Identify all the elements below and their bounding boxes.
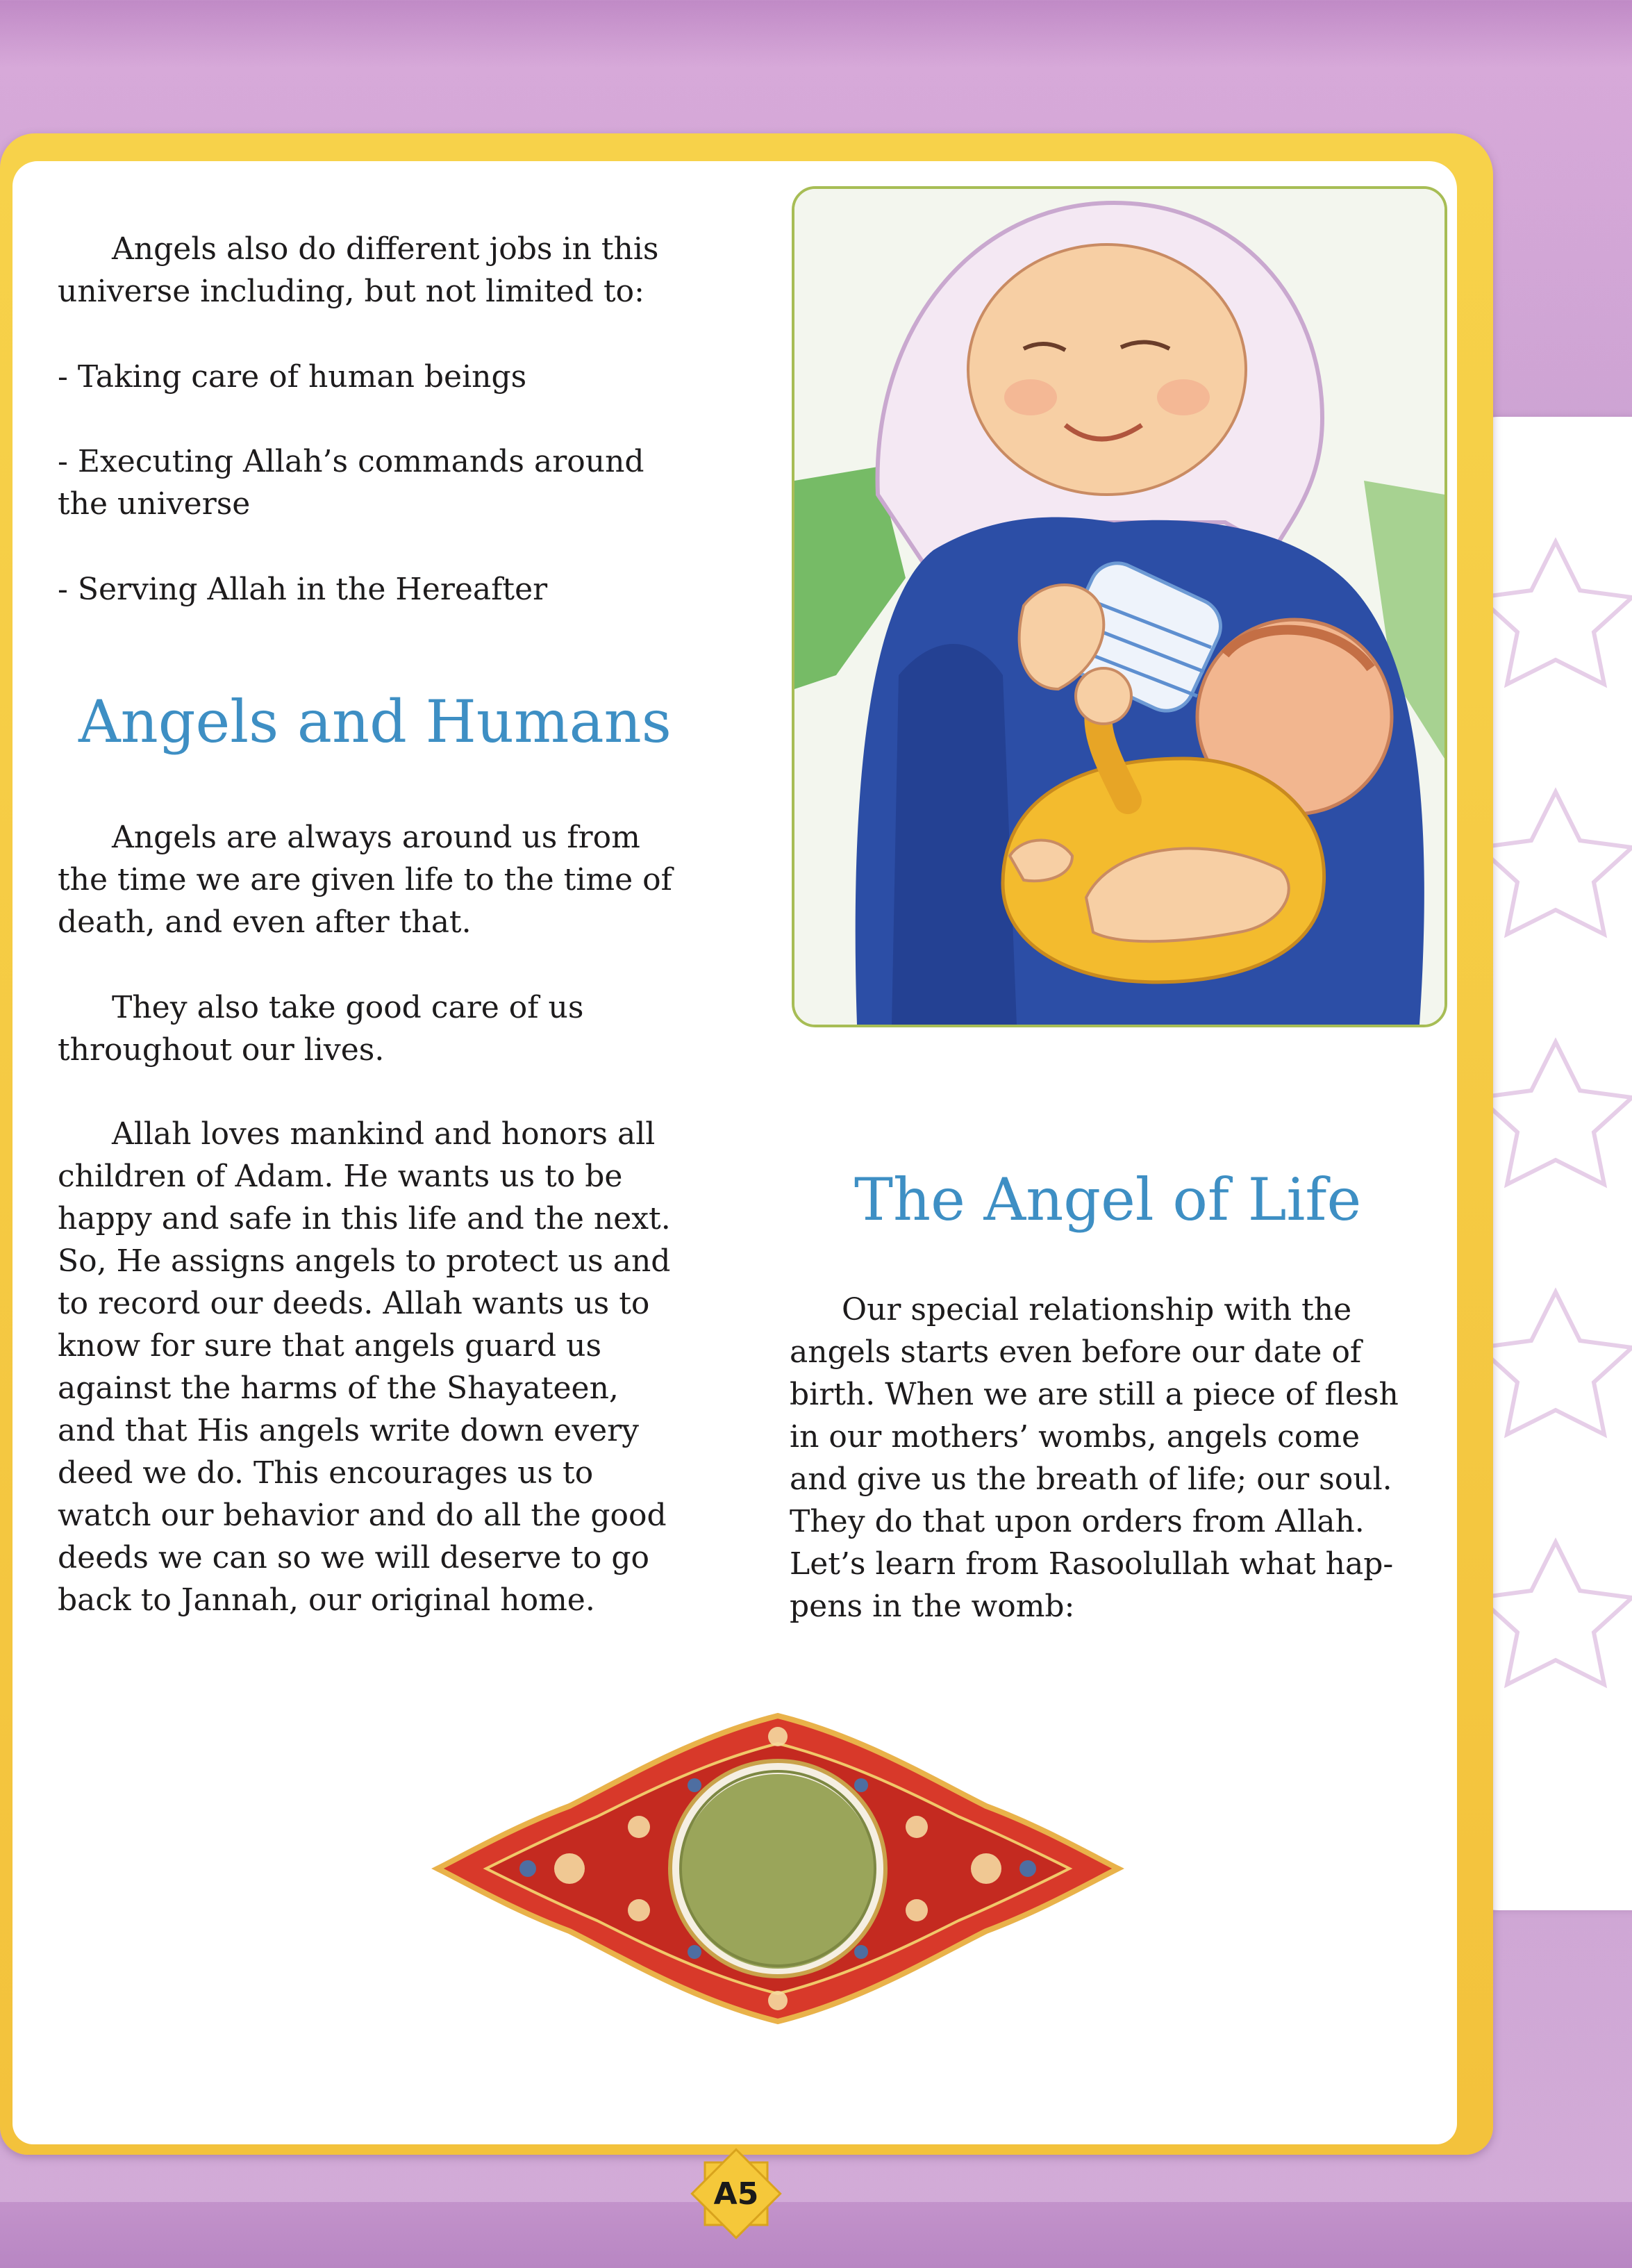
heading-angel-of-life: The Angel of Life — [854, 1166, 1362, 1234]
heading-angels-and-humans: Angels and Humans — [78, 688, 672, 756]
job-item-executing-commands: - Executing Allah’s commands around the universe — [58, 444, 644, 522]
page-number: A5 — [713, 2176, 759, 2212]
paragraph-good-care: They also take good care of us throughout our lives. — [58, 990, 584, 1068]
illustration-mother-feeding-baby — [792, 186, 1447, 1027]
job-item-hereafter: - Serving Allah in the Hereafter — [58, 572, 548, 607]
paragraph-always-around: Angels are always around us from the time we are given life to the time of death, and even after that. — [58, 820, 672, 940]
intro-paragraph: Angels also do different jobs in this universe including, but not limited to: — [58, 231, 659, 309]
paragraph-special-relationship: Our special relationship with the angels starts even before our date of birth. When we are still a piece of flesh in our mothers’ wombs, angels come and give us the breath of life; our soul. They do that upon orders from Allah. Let’s learn from Rasoolullah what hap- pens in the womb: — [790, 1292, 1399, 1624]
job-item-human-care: - Taking care of human beings — [58, 359, 527, 395]
paragraph-allah-loves-mankind: Allah loves mankind and honors all children of Adam. He wants us to be happy and safe in this life and the next. So, He assigns angels to protect us and to record our deeds. Allah wants us to know for sure that angels guard us against the harms of the Shayateen, and that His angels write down every deed we do. This encourages us to watch our behavior and do all the good deeds we can so we will deserve to go back to Jannah, our original home. — [58, 1116, 671, 1618]
mother-baby-drawing — [794, 189, 1444, 1025]
bottom-strip — [0, 2202, 1632, 2268]
floral-ornament-decoration — [431, 1695, 1125, 2042]
